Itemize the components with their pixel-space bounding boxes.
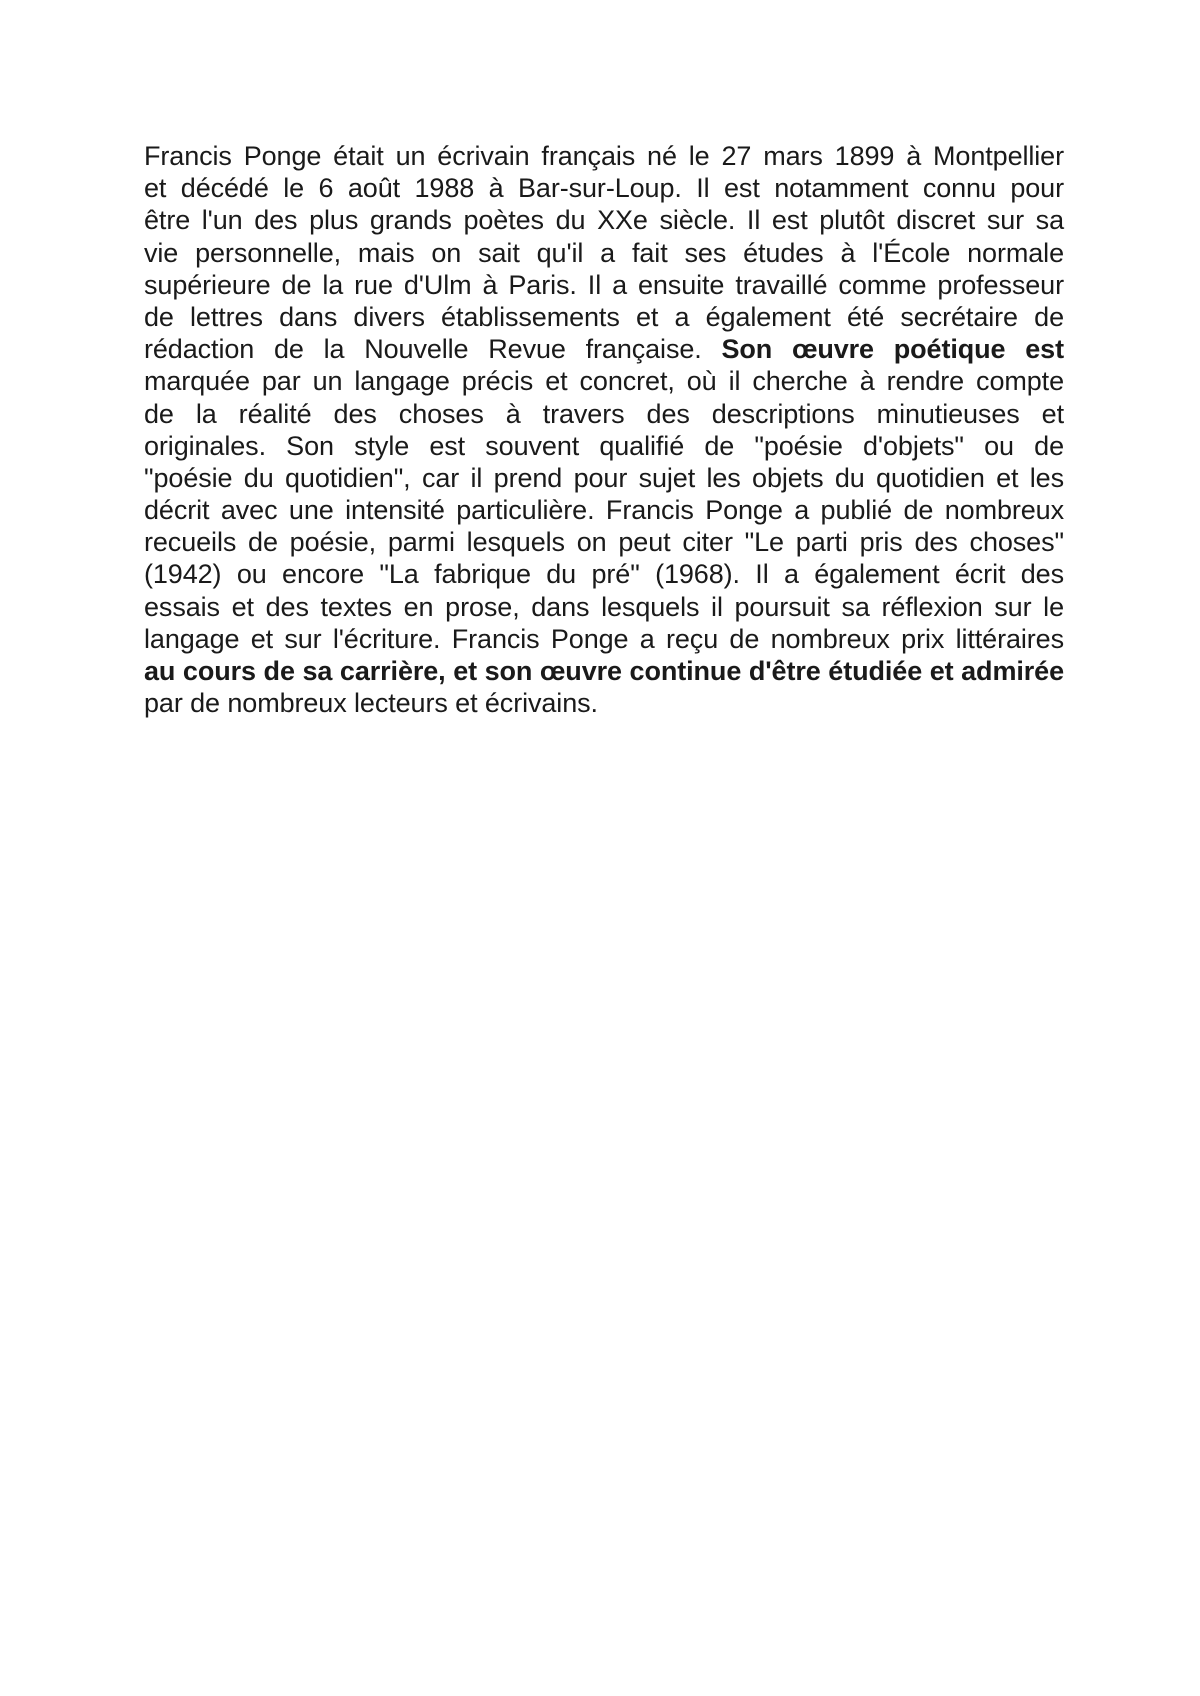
text-run: essais et des textes en prose, dans lesquels il poursuit sa réflexion sur le (144, 591, 1064, 622)
text-run: et décédé le 6 août 1988 à Bar-sur-Loup. Il est notamment connu pour (144, 173, 1064, 204)
paragraph-line (144, 687, 1064, 719)
text-run: "poésie du quotidien", car il prend pour sujet les objets du quotidien et les (144, 462, 1064, 493)
paragraph-line (144, 558, 1064, 590)
text-run: être l'un des plus grands poètes du XXe siècle. Il est plutôt discret sur sa (144, 205, 1064, 236)
body-paragraph (144, 140, 1064, 719)
paragraph-line (144, 365, 1064, 397)
text-run: par de nombreux lecteurs et écrivains. (144, 688, 598, 719)
paragraph-line (144, 591, 1064, 623)
text-run: (1942) ou encore "La fabrique du pré" (1968). Il a également écrit des (144, 559, 1064, 590)
bold-text-run: au cours de sa carrière, et son œuvre continue d'être étudiée et admirée (144, 656, 1064, 686)
paragraph-line (144, 398, 1064, 430)
text-run: de la réalité des choses à travers des descriptions minutieuses et (144, 398, 1064, 429)
paragraph-line (144, 301, 1064, 333)
text-run: vie personnelle, mais on sait qu'il a fait ses études à l'École normale (144, 237, 1064, 268)
text-run: marquée par un langage précis et concret, où il cherche à rendre compte (144, 366, 1064, 397)
paragraph-line (144, 655, 1064, 687)
text-run: recueils de poésie, parmi lesquels on peut citer "Le parti pris des choses" (144, 527, 1064, 558)
paragraph-line (144, 494, 1064, 526)
bold-text-run: Son œuvre poétique est (721, 334, 1064, 365)
paragraph-line (144, 140, 1064, 172)
paragraph-line (144, 172, 1064, 204)
paragraph-line (144, 204, 1064, 236)
paragraph-line (144, 462, 1064, 494)
paragraph-line (144, 269, 1064, 301)
text-run: de lettres dans divers établissements et a également été secrétaire de (144, 301, 1064, 332)
paragraph-line (144, 526, 1064, 558)
text-run: originales. Son style est souvent qualifié de "poésie d'objets" ou de (144, 430, 1064, 461)
paragraph-line (144, 333, 1064, 365)
text-run: décrit avec une intensité particulière. Francis Ponge a publié de nombreux (144, 495, 1064, 526)
paragraph-line (144, 623, 1064, 655)
text-run: supérieure de la rue d'Ulm à Paris. Il a ensuite travaillé comme professeur (144, 269, 1064, 300)
text-run: rédaction de la Nouvelle Revue française. (144, 334, 722, 365)
paragraph-line (144, 430, 1064, 462)
text-run: Francis Ponge était un écrivain français né le 27 mars 1899 à Montpellier (144, 141, 1064, 171)
text-run: langage et sur l'écriture. Francis Ponge a reçu de nombreux prix littéraires (144, 623, 1064, 654)
paragraph-line (144, 237, 1064, 269)
